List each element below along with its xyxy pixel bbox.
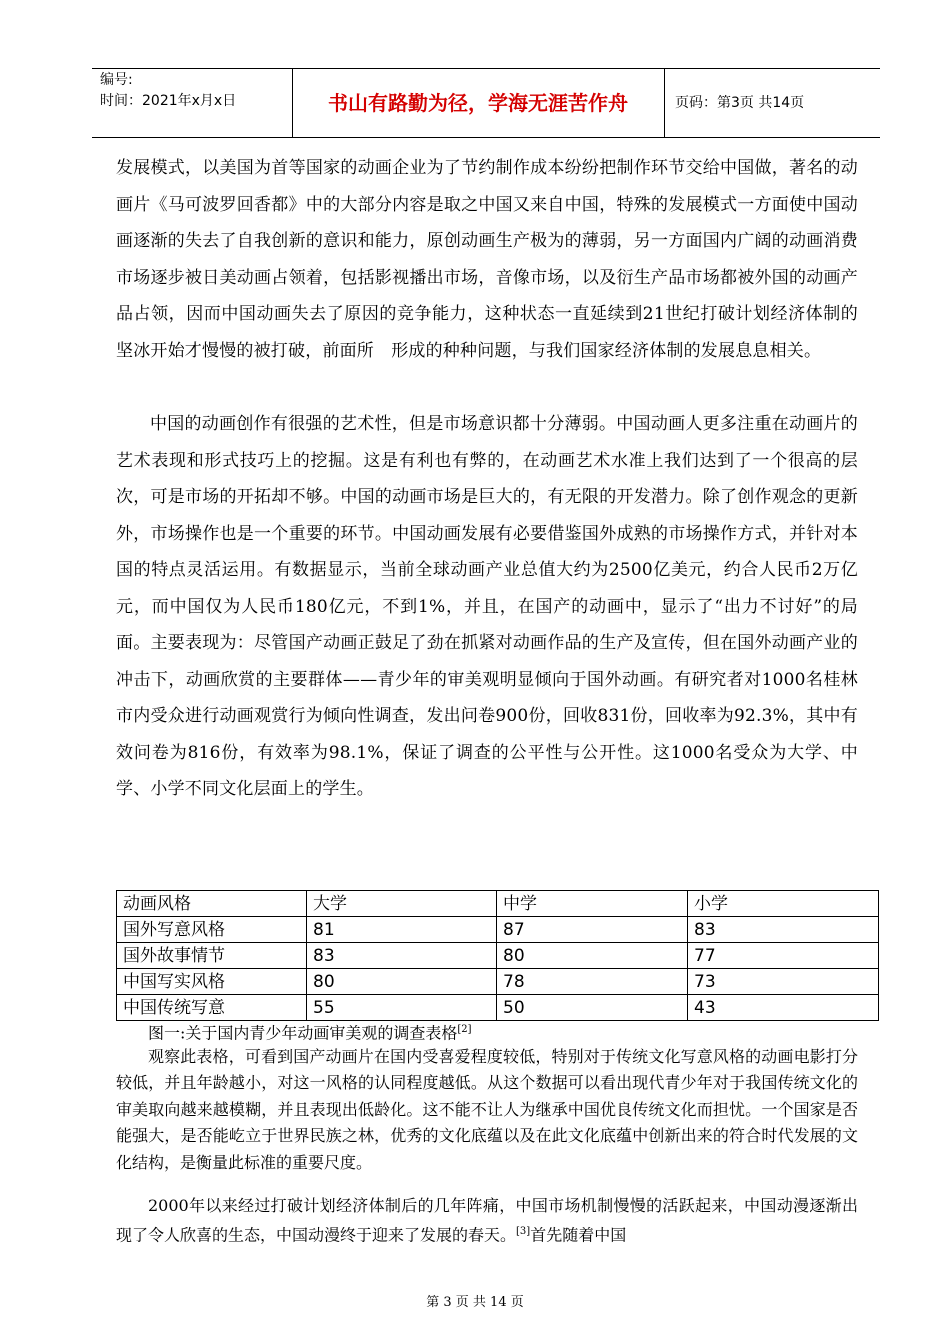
- table-cell: 83: [688, 917, 879, 943]
- table-row: [117, 995, 879, 1021]
- time-label: 时间：2021年x月x日: [100, 93, 237, 109]
- table-cell: 81: [307, 917, 497, 943]
- table-cell: 78: [497, 969, 688, 995]
- table-cell: 50: [497, 995, 688, 1021]
- table-header-cell: 小学: [688, 891, 879, 917]
- table-cell: 73: [688, 969, 879, 995]
- table-header-cell: 中学: [497, 891, 688, 917]
- table-cell: 83: [307, 943, 497, 969]
- motto: 书山有路勤为径，学海无涯苦作舟: [328, 91, 628, 115]
- table-header-cell: 动画风格: [117, 891, 307, 917]
- table-cell-style: 中国传统写意: [117, 995, 307, 1021]
- table-cell: 87: [497, 917, 688, 943]
- paragraph-text: 发展模式，以美国为首等国家的动画企业为了节约制作成本纷纷把制作环节交给中国做，著名的动画片《马可波罗回香都》中的大部分内容是取之中国又来自中国，特殊的发展模式一方面使中国动画逐渐的失去了自我创新的意识和能力，原创动画生产极为的薄弱，另一方面国内广阔的动画消费市场逐步被日美动画占领着，包括影视播出市场，音像市场，以及衍生产品市场都被外国的动画产品占领，因而中国动画失去了原因的竞争能力，这种状态一直延续到21世纪打破计划经济体制的坚冰开始才慢慢的被打破，前面所 形成的种种问题，与我们国家经济体制的发展息息相关。: [116, 158, 858, 361]
- number-label: 编号:: [100, 72, 133, 88]
- page-footer: 第 3 页 共 14 页: [426, 1295, 524, 1310]
- table-cell: 55: [307, 995, 497, 1021]
- table-header-cell: 大学: [307, 891, 497, 917]
- paragraph-text: 中国的动画创作有很强的艺术性，但是市场意识都十分薄弱。中国动画人更多注重在动画片的艺术表现和形式技巧上的挖掘。这是有利也有弊的，在动画艺术水准上我们达到了一个很高的层次，可是市场的开拓却不够。中国的动画市场是巨大的，有无限的开发潜力。除了创作观念的更新外，市场操作也是一个重要的环节。中国动画发展有必要借鉴国外成熟的市场操作方式，并针对本国的特点灵活运用。有数据显示，当前全球动画产业总值大约为2500亿美元，约合人民币2万亿元，而中国仅为人民币180亿元，不到1%，并且，在国产的动画中，显示了“出力不讨好”的局面。主要表现为：尽管国产动画正鼓足了劲在抓紧对动画作品的生产及宣传，但在国外动画产业的冲击下，动画欣赏的主要群体——青少年的审美观明显倾向于国外动画。有研究者对1000名桂林市内受众进行动画观赏行为倾向性调查，发出问卷900份，回收831份，回收率为92.3%，其中有效问卷为816份，有效率为98.1%，保证了调查的公平性与公开性。这1000名受众为大学、中学、小学不同文化层面上的学生。: [116, 414, 858, 799]
- paragraph-text: 观察此表格，可看到国产动画片在国内受喜爱程度较低，特别对于传统文化写意风格的动画电影打分较低，并且年龄越小，对这一风格的认同程度越低。从这个数据可以看出现代青少年对于我国传统文化的审美取向越来越模糊，并且表现出低龄化。这不能不让人为继承中国优良传统文化而担忧。一个国家是否能强大，是否能屹立于世界民族之林，优秀的文化底蕴以及在此文化底蕴中创新出来的符合时代发展的文化结构，是衡量此标准的重要尺度。: [116, 1047, 858, 1172]
- body-paragraph-2: [116, 406, 858, 808]
- table-cell: 43: [688, 995, 879, 1021]
- table-caption: [148, 1019, 472, 1044]
- table-cell: 80: [307, 969, 497, 995]
- header-meta-cell: [92, 69, 293, 137]
- paragraph-text-after: 首先随着中国: [530, 1225, 627, 1245]
- page-info: 页码：第3页 共14页: [675, 95, 805, 111]
- table-cell-style: 国外写意风格: [117, 917, 307, 943]
- table-cell-style: 国外故事情节: [117, 943, 307, 969]
- table-cell: 77: [688, 943, 879, 969]
- citation-reference: [3]: [516, 1226, 531, 1238]
- body-paragraph-4: [116, 1193, 858, 1249]
- table-header-row: [117, 891, 879, 917]
- table-row: [117, 943, 879, 969]
- header-page-cell: [665, 69, 880, 137]
- table-cell: 80: [497, 943, 688, 969]
- table-cell-style: 中国写实风格: [117, 969, 307, 995]
- caption-reference: [2]: [457, 1024, 472, 1035]
- table-row: [117, 969, 879, 995]
- table-row: [117, 917, 879, 943]
- paragraph-text-before: 2000年以来经过打破计划经济体制后的几年阵痛，中国市场机制慢慢的活跃起来，中国动漫逐渐出现了令人欣喜的生态，中国动漫终于迎来了发展的春天。: [116, 1196, 858, 1245]
- body-paragraph-3: [116, 1044, 858, 1176]
- header-motto-cell: [292, 69, 665, 137]
- body-paragraph-1: [116, 150, 858, 369]
- paragraph-text: [116, 1193, 858, 1249]
- survey-table: [116, 890, 879, 1021]
- page-header: [92, 68, 880, 138]
- caption-text: 图一:关于国内青少年动画审美观的调查表格: [148, 1023, 458, 1043]
